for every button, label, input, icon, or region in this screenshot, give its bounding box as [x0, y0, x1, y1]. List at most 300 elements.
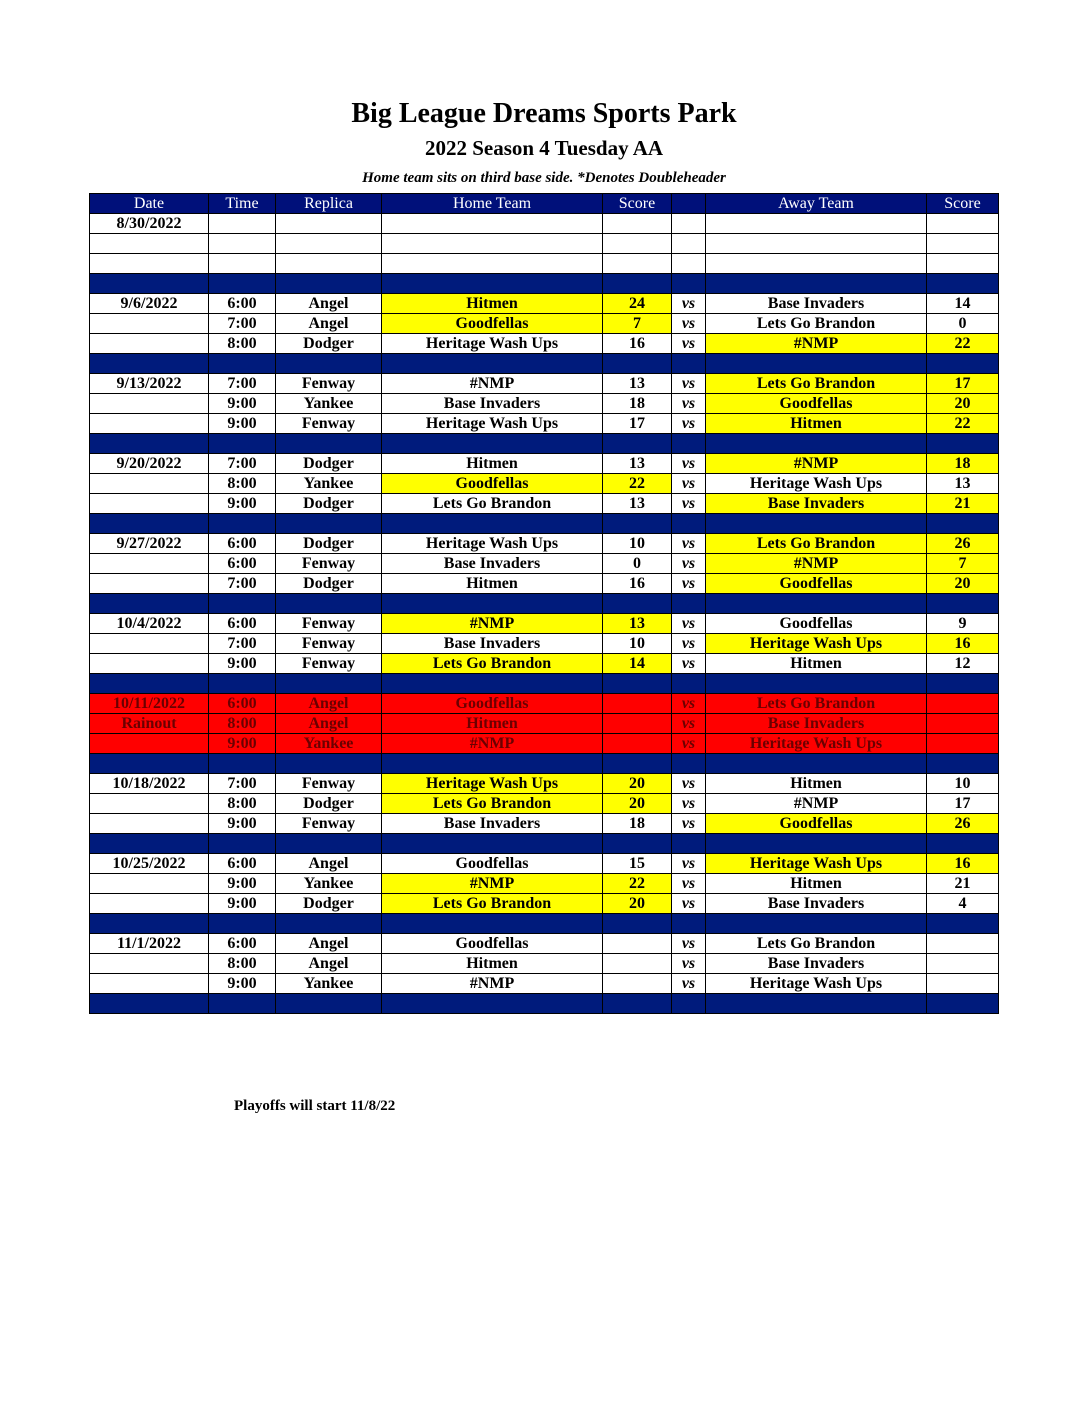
- away-score-cell: 4: [927, 894, 999, 914]
- time-cell: 6:00: [209, 294, 276, 314]
- separator-cell: [276, 674, 382, 694]
- week-separator-row: [90, 434, 999, 454]
- date-cell: [90, 874, 209, 894]
- date-cell: [90, 954, 209, 974]
- home-team-cell: Heritage Wash Ups: [382, 774, 603, 794]
- date-cell: 10/25/2022: [90, 854, 209, 874]
- home-score-cell: 7: [603, 314, 672, 334]
- date-cell: [90, 494, 209, 514]
- date-cell: [90, 334, 209, 354]
- away-score-cell: 7: [927, 554, 999, 574]
- away-team-cell: Goodfellas: [706, 574, 927, 594]
- vs-cell: vs: [672, 614, 706, 634]
- vs-cell: vs: [672, 574, 706, 594]
- time-cell: 7:00: [209, 374, 276, 394]
- home-team-cell: [382, 254, 603, 274]
- separator-cell: [382, 434, 603, 454]
- separator-cell: [209, 354, 276, 374]
- time-cell: 8:00: [209, 714, 276, 734]
- separator-cell: [706, 674, 927, 694]
- away-team-cell: [706, 234, 927, 254]
- separator-cell: [209, 434, 276, 454]
- time-cell: [209, 214, 276, 234]
- home-team-cell: Hitmen: [382, 954, 603, 974]
- home-team-cell: Hitmen: [382, 294, 603, 314]
- replica-cell: Fenway: [276, 774, 382, 794]
- vs-cell: vs: [672, 534, 706, 554]
- table-row: [90, 694, 999, 714]
- separator-cell: [603, 674, 672, 694]
- away-team-cell: #NMP: [706, 794, 927, 814]
- home-team-cell: Base Invaders: [382, 394, 603, 414]
- separator-cell: [276, 994, 382, 1014]
- replica-cell: [276, 214, 382, 234]
- home-score-cell: 13: [603, 374, 672, 394]
- replica-cell: Fenway: [276, 414, 382, 434]
- home-team-cell: Hitmen: [382, 714, 603, 734]
- away-team-cell: Lets Go Brandon: [706, 374, 927, 394]
- time-cell: 9:00: [209, 414, 276, 434]
- home-score-cell: [603, 234, 672, 254]
- date-cell: [90, 554, 209, 574]
- separator-cell: [90, 514, 209, 534]
- home-team-cell: Base Invaders: [382, 554, 603, 574]
- table-row: [90, 934, 999, 954]
- date-cell: 10/4/2022: [90, 614, 209, 634]
- vs-cell: vs: [672, 374, 706, 394]
- replica-cell: Yankee: [276, 474, 382, 494]
- col-header-home-team: Home Team: [382, 194, 603, 214]
- replica-cell: Angel: [276, 294, 382, 314]
- separator-cell: [90, 914, 209, 934]
- time-cell: 9:00: [209, 894, 276, 914]
- away-team-cell: Base Invaders: [706, 494, 927, 514]
- home-team-cell: Base Invaders: [382, 634, 603, 654]
- separator-cell: [382, 754, 603, 774]
- home-team-cell: Heritage Wash Ups: [382, 334, 603, 354]
- replica-cell: Yankee: [276, 874, 382, 894]
- separator-cell: [90, 434, 209, 454]
- vs-cell: [672, 214, 706, 234]
- away-team-cell: Base Invaders: [706, 294, 927, 314]
- away-score-cell: 21: [927, 494, 999, 514]
- replica-cell: Angel: [276, 694, 382, 714]
- away-score-cell: 0: [927, 314, 999, 334]
- away-team-cell: Base Invaders: [706, 954, 927, 974]
- vs-cell: [672, 254, 706, 274]
- footer-note: Playoffs will start 11/8/22: [234, 1098, 396, 1114]
- separator-cell: [603, 594, 672, 614]
- time-cell: 9:00: [209, 734, 276, 754]
- time-cell: 9:00: [209, 974, 276, 994]
- separator-cell: [90, 274, 209, 294]
- home-team-cell: Goodfellas: [382, 314, 603, 334]
- separator-cell: [209, 754, 276, 774]
- separator-cell: [276, 514, 382, 534]
- time-cell: 6:00: [209, 934, 276, 954]
- away-team-cell: Hitmen: [706, 654, 927, 674]
- home-score-cell: 10: [603, 634, 672, 654]
- table-row: [90, 794, 999, 814]
- home-score-cell: [603, 714, 672, 734]
- away-team-cell: Lets Go Brandon: [706, 534, 927, 554]
- separator-cell: [672, 674, 706, 694]
- replica-cell: Dodger: [276, 454, 382, 474]
- away-score-cell: [927, 934, 999, 954]
- separator-cell: [276, 354, 382, 374]
- date-cell: [90, 254, 209, 274]
- time-cell: 8:00: [209, 334, 276, 354]
- table-row: [90, 234, 999, 254]
- vs-cell: vs: [672, 654, 706, 674]
- separator-cell: [209, 274, 276, 294]
- separator-cell: [672, 754, 706, 774]
- table-row: [90, 614, 999, 634]
- home-team-cell: Lets Go Brandon: [382, 794, 603, 814]
- home-score-cell: 0: [603, 554, 672, 574]
- separator-cell: [90, 354, 209, 374]
- table-row: [90, 894, 999, 914]
- time-cell: 6:00: [209, 854, 276, 874]
- replica-cell: Dodger: [276, 574, 382, 594]
- away-team-cell: Heritage Wash Ups: [706, 854, 927, 874]
- week-separator-row: [90, 994, 999, 1014]
- replica-cell: Angel: [276, 854, 382, 874]
- table-row: [90, 714, 999, 734]
- home-team-cell: #NMP: [382, 974, 603, 994]
- home-score-cell: 20: [603, 774, 672, 794]
- home-score-cell: 10: [603, 534, 672, 554]
- separator-cell: [276, 914, 382, 934]
- vs-cell: vs: [672, 454, 706, 474]
- vs-cell: vs: [672, 714, 706, 734]
- time-cell: 7:00: [209, 574, 276, 594]
- home-score-cell: [603, 974, 672, 994]
- week-separator-row: [90, 514, 999, 534]
- separator-cell: [603, 994, 672, 1014]
- table-row: [90, 874, 999, 894]
- vs-cell: vs: [672, 974, 706, 994]
- separator-cell: [706, 834, 927, 854]
- separator-cell: [90, 834, 209, 854]
- away-score-cell: 20: [927, 394, 999, 414]
- replica-cell: Angel: [276, 314, 382, 334]
- table-row: [90, 654, 999, 674]
- replica-cell: Yankee: [276, 734, 382, 754]
- away-team-cell: Base Invaders: [706, 714, 927, 734]
- home-team-cell: Base Invaders: [382, 814, 603, 834]
- page-subtitle: 2022 Season 4 Tuesday AA: [424, 136, 664, 160]
- table-row: [90, 734, 999, 754]
- away-score-cell: 21: [927, 874, 999, 894]
- date-cell: 10/11/2022: [90, 694, 209, 714]
- home-team-cell: #NMP: [382, 374, 603, 394]
- away-team-cell: [706, 214, 927, 234]
- date-cell: [90, 414, 209, 434]
- home-score-cell: 20: [603, 894, 672, 914]
- separator-cell: [672, 354, 706, 374]
- away-team-cell: Lets Go Brandon: [706, 694, 927, 714]
- home-team-cell: Lets Go Brandon: [382, 494, 603, 514]
- home-score-cell: [603, 734, 672, 754]
- separator-cell: [706, 274, 927, 294]
- separator-cell: [603, 434, 672, 454]
- away-score-cell: 26: [927, 534, 999, 554]
- time-cell: 7:00: [209, 454, 276, 474]
- time-cell: 6:00: [209, 614, 276, 634]
- away-team-cell: Hitmen: [706, 414, 927, 434]
- home-team-cell: Goodfellas: [382, 934, 603, 954]
- home-score-cell: 16: [603, 334, 672, 354]
- separator-cell: [706, 514, 927, 534]
- away-team-cell: Heritage Wash Ups: [706, 974, 927, 994]
- away-score-cell: 13: [927, 474, 999, 494]
- separator-cell: [927, 914, 999, 934]
- separator-cell: [927, 434, 999, 454]
- separator-cell: [706, 354, 927, 374]
- time-cell: 8:00: [209, 954, 276, 974]
- time-cell: [209, 254, 276, 274]
- home-team-cell: Heritage Wash Ups: [382, 534, 603, 554]
- table-row: [90, 774, 999, 794]
- replica-cell: [276, 254, 382, 274]
- separator-cell: [603, 354, 672, 374]
- table-row: [90, 814, 999, 834]
- date-cell: [90, 634, 209, 654]
- separator-cell: [382, 674, 603, 694]
- date-cell: [90, 654, 209, 674]
- away-score-cell: 10: [927, 774, 999, 794]
- separator-cell: [276, 754, 382, 774]
- separator-cell: [927, 754, 999, 774]
- date-cell: [90, 394, 209, 414]
- away-team-cell: #NMP: [706, 554, 927, 574]
- week-separator-row: [90, 594, 999, 614]
- separator-cell: [672, 274, 706, 294]
- col-header-vs: [672, 194, 706, 214]
- vs-cell: vs: [672, 554, 706, 574]
- away-score-cell: 9: [927, 614, 999, 634]
- date-cell: Rainout: [90, 714, 209, 734]
- away-score-cell: [927, 974, 999, 994]
- separator-cell: [927, 514, 999, 534]
- home-team-cell: Goodfellas: [382, 474, 603, 494]
- away-team-cell: Lets Go Brandon: [706, 934, 927, 954]
- away-score-cell: 20: [927, 574, 999, 594]
- replica-cell: Dodger: [276, 534, 382, 554]
- away-score-cell: 17: [927, 374, 999, 394]
- away-score-cell: 16: [927, 634, 999, 654]
- away-score-cell: 26: [927, 814, 999, 834]
- col-header-date: Date: [90, 194, 209, 214]
- date-cell: [90, 974, 209, 994]
- separator-cell: [276, 434, 382, 454]
- separator-cell: [382, 834, 603, 854]
- table-row: [90, 254, 999, 274]
- away-score-cell: [927, 234, 999, 254]
- home-team-cell: Hitmen: [382, 574, 603, 594]
- away-score-cell: [927, 714, 999, 734]
- separator-cell: [209, 514, 276, 534]
- away-score-cell: 14: [927, 294, 999, 314]
- home-team-cell: [382, 234, 603, 254]
- date-cell: 9/13/2022: [90, 374, 209, 394]
- home-score-cell: 14: [603, 654, 672, 674]
- table-row: [90, 214, 999, 234]
- table-row: [90, 494, 999, 514]
- time-cell: 9:00: [209, 394, 276, 414]
- separator-cell: [90, 994, 209, 1014]
- separator-cell: [672, 594, 706, 614]
- table-row: [90, 634, 999, 654]
- separator-cell: [927, 354, 999, 374]
- date-cell: 10/18/2022: [90, 774, 209, 794]
- time-cell: 6:00: [209, 694, 276, 714]
- away-score-cell: [927, 954, 999, 974]
- date-cell: [90, 574, 209, 594]
- away-score-cell: [927, 254, 999, 274]
- time-cell: 9:00: [209, 494, 276, 514]
- home-team-cell: Goodfellas: [382, 694, 603, 714]
- table-row: [90, 314, 999, 334]
- separator-cell: [209, 914, 276, 934]
- separator-cell: [209, 994, 276, 1014]
- separator-cell: [927, 594, 999, 614]
- separator-cell: [603, 274, 672, 294]
- replica-cell: Fenway: [276, 374, 382, 394]
- separator-cell: [276, 274, 382, 294]
- vs-cell: vs: [672, 394, 706, 414]
- separator-cell: [706, 434, 927, 454]
- home-score-cell: 24: [603, 294, 672, 314]
- table-row: [90, 854, 999, 874]
- home-score-cell: 16: [603, 574, 672, 594]
- schedule-body: [90, 214, 999, 1014]
- home-team-cell: [382, 214, 603, 234]
- separator-cell: [382, 274, 603, 294]
- separator-cell: [276, 834, 382, 854]
- table-row: [90, 294, 999, 314]
- separator-cell: [382, 594, 603, 614]
- home-score-cell: [603, 254, 672, 274]
- separator-cell: [672, 514, 706, 534]
- away-team-cell: Heritage Wash Ups: [706, 734, 927, 754]
- away-team-cell: Heritage Wash Ups: [706, 634, 927, 654]
- away-team-cell: Goodfellas: [706, 394, 927, 414]
- away-team-cell: Lets Go Brandon: [706, 314, 927, 334]
- home-score-cell: 18: [603, 394, 672, 414]
- away-team-cell: Hitmen: [706, 774, 927, 794]
- replica-cell: Dodger: [276, 894, 382, 914]
- week-separator-row: [90, 674, 999, 694]
- away-team-cell: Goodfellas: [706, 814, 927, 834]
- vs-cell: vs: [672, 414, 706, 434]
- home-team-cell: Heritage Wash Ups: [382, 414, 603, 434]
- time-cell: 6:00: [209, 534, 276, 554]
- schedule-table: [89, 193, 999, 1014]
- home-team-cell: #NMP: [382, 874, 603, 894]
- away-score-cell: [927, 694, 999, 714]
- time-cell: [209, 234, 276, 254]
- away-team-cell: #NMP: [706, 334, 927, 354]
- vs-cell: [672, 234, 706, 254]
- time-cell: 9:00: [209, 874, 276, 894]
- home-team-cell: #NMP: [382, 734, 603, 754]
- away-team-cell: Base Invaders: [706, 894, 927, 914]
- away-score-cell: 22: [927, 334, 999, 354]
- table-row: [90, 574, 999, 594]
- away-score-cell: [927, 734, 999, 754]
- separator-cell: [927, 674, 999, 694]
- replica-cell: Angel: [276, 934, 382, 954]
- separator-cell: [706, 754, 927, 774]
- table-row: [90, 474, 999, 494]
- date-cell: 9/20/2022: [90, 454, 209, 474]
- home-team-cell: Goodfellas: [382, 854, 603, 874]
- date-cell: [90, 474, 209, 494]
- date-cell: 9/27/2022: [90, 534, 209, 554]
- replica-cell: Yankee: [276, 974, 382, 994]
- col-header-replica: Replica: [276, 194, 382, 214]
- away-score-cell: [927, 214, 999, 234]
- separator-cell: [706, 994, 927, 1014]
- time-cell: 9:00: [209, 654, 276, 674]
- home-score-cell: [603, 214, 672, 234]
- vs-cell: vs: [672, 694, 706, 714]
- away-team-cell: Hitmen: [706, 874, 927, 894]
- replica-cell: Angel: [276, 954, 382, 974]
- table-row: [90, 954, 999, 974]
- table-row: [90, 334, 999, 354]
- vs-cell: vs: [672, 494, 706, 514]
- date-cell: 9/6/2022: [90, 294, 209, 314]
- home-team-cell: #NMP: [382, 614, 603, 634]
- home-score-cell: 22: [603, 874, 672, 894]
- home-score-cell: 13: [603, 494, 672, 514]
- home-score-cell: 15: [603, 854, 672, 874]
- vs-cell: vs: [672, 474, 706, 494]
- time-cell: 6:00: [209, 554, 276, 574]
- table-row: [90, 554, 999, 574]
- date-cell: [90, 814, 209, 834]
- week-separator-row: [90, 834, 999, 854]
- replica-cell: Dodger: [276, 334, 382, 354]
- vs-cell: vs: [672, 334, 706, 354]
- table-row: [90, 534, 999, 554]
- separator-cell: [90, 594, 209, 614]
- separator-cell: [90, 754, 209, 774]
- home-score-cell: [603, 694, 672, 714]
- date-cell: 11/1/2022: [90, 934, 209, 954]
- page-title: Big League Dreams Sports Park: [351, 98, 737, 129]
- time-cell: 9:00: [209, 814, 276, 834]
- separator-cell: [382, 354, 603, 374]
- replica-cell: Fenway: [276, 654, 382, 674]
- table-row: [90, 414, 999, 434]
- vs-cell: vs: [672, 734, 706, 754]
- vs-cell: vs: [672, 934, 706, 954]
- week-separator-row: [90, 354, 999, 374]
- time-cell: 8:00: [209, 474, 276, 494]
- home-score-cell: 13: [603, 454, 672, 474]
- vs-cell: vs: [672, 894, 706, 914]
- separator-cell: [706, 594, 927, 614]
- away-score-cell: 17: [927, 794, 999, 814]
- separator-cell: [603, 754, 672, 774]
- away-team-cell: #NMP: [706, 454, 927, 474]
- table-row: [90, 974, 999, 994]
- home-score-cell: 13: [603, 614, 672, 634]
